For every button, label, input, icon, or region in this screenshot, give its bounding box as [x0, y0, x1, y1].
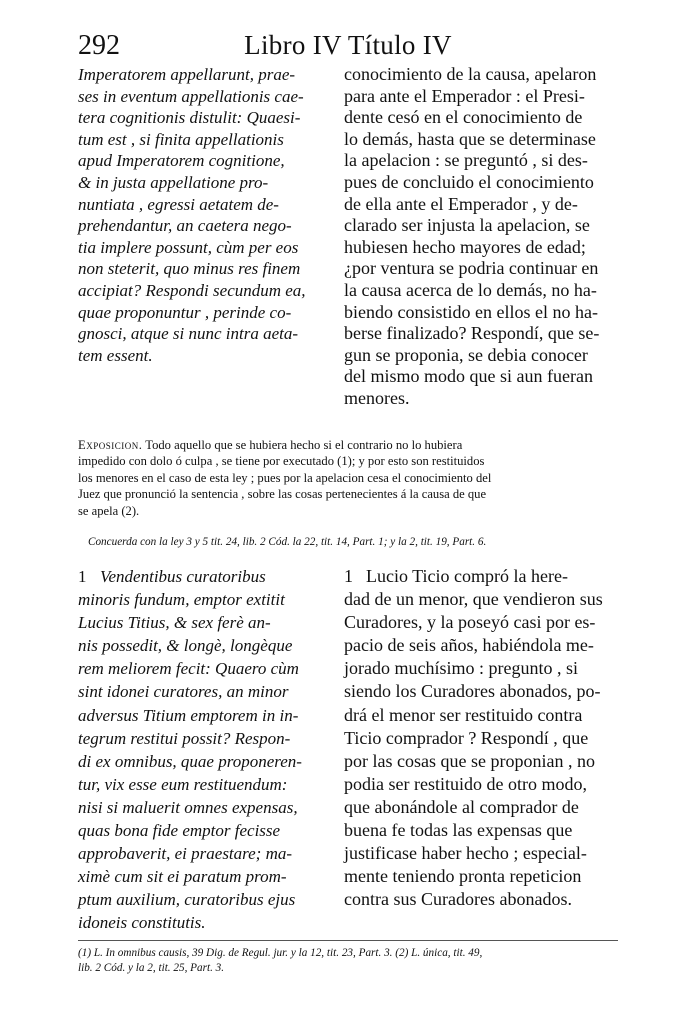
spanish-line: berse finalizado? Respondí, que se-: [344, 323, 600, 344]
latin-line: tum est , si finita appellationis: [78, 129, 284, 149]
latin-line: idoneis constitutis.: [78, 913, 206, 933]
exposicion-line: se apela (2).: [78, 503, 140, 518]
spanish-line: contra sus Curadores abonados.: [344, 889, 572, 910]
latin-line: quas bona fide emptor fecisse: [78, 821, 281, 841]
latin-line: accipiat? Respondi secundum ea,: [78, 280, 306, 300]
spanish-line: dente cesó en el conocimiento de: [344, 107, 583, 128]
latin-line: approbaverit, ei praestare; ma-: [78, 844, 293, 864]
exposicion-text: Todo aquello que se hubiera hecho si el contrario no lo hubiera: [142, 438, 463, 452]
latin-line: tur, vix esse eum restituendum:: [78, 774, 288, 794]
spanish-line: drá el menor ser restituido contra: [344, 704, 583, 725]
latin-line: adversus Titium emptorem in in-: [78, 705, 299, 725]
spanish-line: gun se proponia, se debia conocer: [344, 344, 588, 365]
section-number: 1: [78, 567, 87, 586]
latin-line: tem essent.: [78, 345, 153, 365]
concuerda-note: Concuerda con la ley 3 y 5 tit. 24, lib. 2 Cód. la 22, tit. 14, Part. 1; y la 2, tit. 19, Part. 6.: [88, 536, 487, 548]
spanish-line: siendo los Curadores abonados, po-: [344, 681, 601, 702]
spanish-column-top: [344, 64, 616, 410]
spanish-line: de ella ante el Emperador , y de-: [344, 193, 578, 214]
latin-line: minoris fundum, emptor extitit: [78, 590, 285, 610]
exposicion-line: [78, 437, 618, 453]
latin-line: Imperatorem appellarunt, prae-: [78, 65, 296, 84]
exposicion-line: impedido con dolo ó culpa , se tiene por executado (1); y por esto son restituidos: [78, 454, 485, 469]
exposicion-line: Juez que pronunció la sentencia , sobre las cosas pertenecientes á la causa de que: [78, 487, 487, 502]
spanish-line-text: Lucio Ticio compró la here-: [366, 566, 568, 586]
spanish-line: la causa acerca de lo demás, no ha-: [344, 279, 597, 300]
latin-line: tegrum restitui possit? Respon-: [78, 728, 291, 748]
latin-line: nuntiata , egressi aetatem de-: [78, 194, 279, 214]
exposicion-line: los menores en el caso de esta ley ; pues por la apelacion cesa el conocimiento del: [78, 470, 492, 485]
spanish-line: ¿por ventura se podria continuar en: [344, 258, 599, 279]
spanish-line: Curadores, y la poseyó casi por es-: [344, 612, 596, 633]
spanish-column-bottom: [344, 565, 616, 911]
spanish-line: Ticio comprador ? Respondí , que: [344, 727, 589, 748]
latin-line: apud Imperatorem cognitione,: [78, 151, 285, 171]
spanish-line: pacio de seis años, habiéndola me-: [344, 635, 594, 656]
latin-line: di ex omnibus, quae proponeren-: [78, 751, 302, 771]
spanish-line: del mismo modo que si aun fueran: [344, 366, 593, 387]
spanish-line: la apelacion : se preguntó , si des-: [344, 150, 588, 171]
spanish-line: conocimiento de la causa, apelaron: [344, 64, 597, 84]
spanish-line: hubiesen hecho mayores de edad;: [344, 236, 586, 257]
latin-line: tera cognitionis distulit: Quaesi-: [78, 108, 301, 128]
spanish-line: dad de un menor, que vendieron sus: [344, 589, 603, 610]
spanish-line: menores.: [344, 387, 410, 408]
latin-line: [78, 565, 330, 588]
footnote-line: lib. 2 Cód. y la 2, tit. 25, Part. 3.: [78, 962, 225, 974]
latin-column-top: [78, 64, 330, 366]
footnote-line: (1) L. In omnibus causis, 39 Dig. de Regul. jur. y la 12, tit. 23, Part. 3. (2) L. única, tit. 49,: [78, 947, 483, 959]
spanish-line: lo demás, hasta que se determinase: [344, 128, 596, 149]
latin-line: Lucius Titius, & sex ferè an-: [78, 613, 271, 633]
spanish-line: podia ser restituido de otro modo,: [344, 773, 587, 794]
exposicion-paragraph: [78, 437, 618, 519]
latin-line: & in justa appellatione pro-: [78, 172, 269, 192]
spanish-line: por las cosas que se proponian , no: [344, 750, 595, 771]
latin-line: sint idonei curatores, an minor: [78, 682, 289, 702]
spanish-line: para ante el Emperador : el Presi-: [344, 85, 585, 106]
spanish-line: biendo consistido en ellos el no ha-: [344, 301, 598, 322]
spanish-line: clarado ser injusta la apelacion, se: [344, 215, 590, 236]
latin-line: prehendantur, an caetera nego-: [78, 216, 292, 236]
section-number: 1: [344, 566, 353, 586]
latin-column-bottom: [78, 565, 330, 935]
latin-line: quae proponuntur , perinde co-: [78, 302, 292, 322]
latin-line: ptum auxilium, curatoribus ejus: [78, 890, 296, 910]
exposicion-label: Exposicion.: [78, 438, 143, 452]
latin-line-text: Vendentibus curatoribus: [100, 567, 266, 586]
page-header: [78, 30, 618, 64]
page-number: 292: [78, 30, 120, 61]
footnotes: [78, 946, 618, 976]
spanish-line: jorado muchísimo : pregunto , si: [344, 658, 578, 679]
footnote-divider: [78, 940, 618, 941]
latin-line: gnosci, atque si nunc intra aeta-: [78, 324, 299, 344]
latin-line: tia implere possunt, cùm per eos: [78, 237, 299, 257]
spanish-line: buena fe todas las expensas que: [344, 820, 573, 841]
spanish-line: que abonándole al comprador de: [344, 796, 579, 817]
latin-line: nisi si maluerit omnes expensas,: [78, 797, 298, 817]
latin-line: non steterit, quo minus res finem: [78, 259, 301, 279]
spanish-line: pues de concluido el conocimiento: [344, 171, 594, 192]
latin-line: rem meliorem fecit: Quaero cùm: [78, 659, 299, 679]
running-title: Libro IV Título IV: [244, 30, 452, 60]
spanish-line: mente teniendo pronta repeticion: [344, 866, 582, 887]
latin-line: nis possedit, & longè, longèque: [78, 636, 293, 656]
spanish-line: [344, 565, 616, 588]
spanish-line: justificase haber hecho ; especial-: [344, 843, 587, 864]
latin-line: ximè cum sit ei paratum prom-: [78, 867, 287, 887]
latin-line: ses in eventum appellationis cae-: [78, 86, 304, 106]
